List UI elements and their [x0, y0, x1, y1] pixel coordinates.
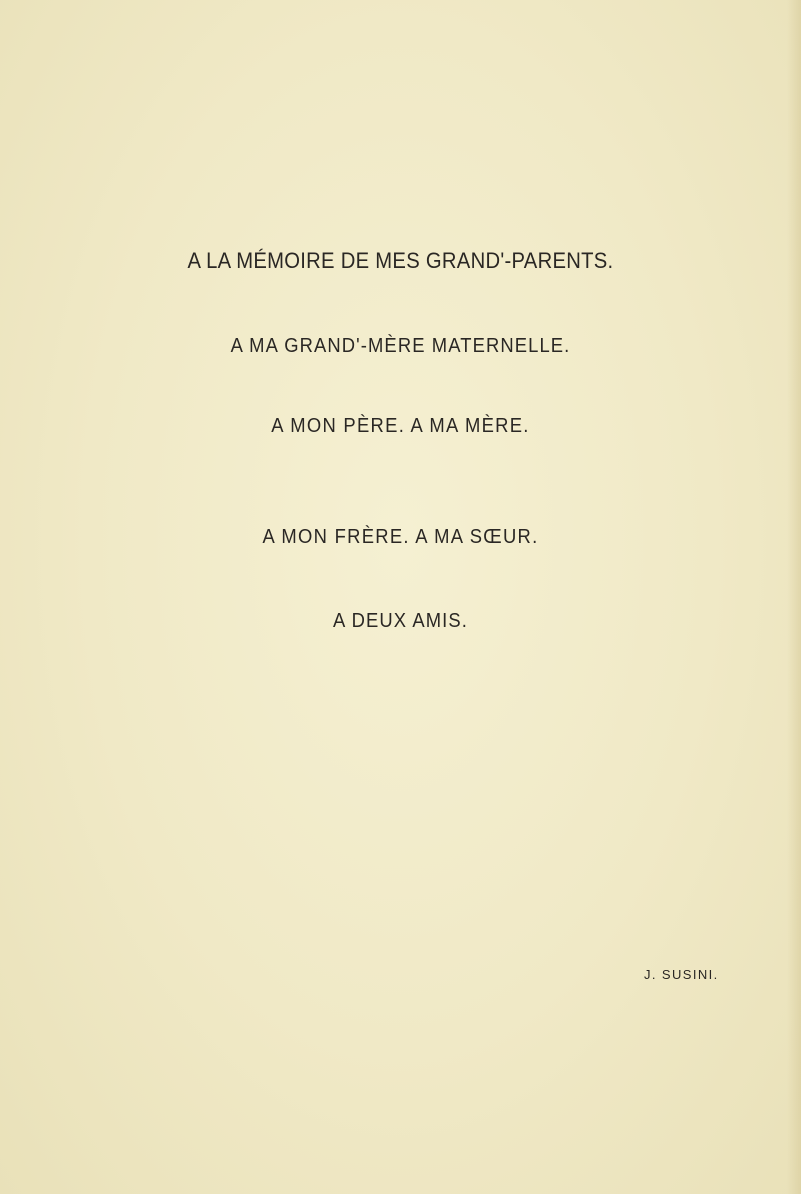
dedication-line-parents: A MON PÈRE. A MA MÈRE. — [271, 415, 530, 437]
dedication-line-friends: A DEUX AMIS. — [333, 610, 468, 632]
page-edge-shadow — [787, 0, 801, 1194]
dedication-line-grandparents: A LA MÉMOIRE DE MES GRAND'-PARENTS. — [187, 248, 614, 273]
author-signature: J. SUSINI. — [644, 967, 719, 982]
dedication-line-grandmother: A MA GRAND'-MÈRE MATERNELLE. — [230, 335, 571, 357]
dedication-line-siblings: A MON FRÈRE. A MA SŒUR. — [262, 526, 539, 548]
